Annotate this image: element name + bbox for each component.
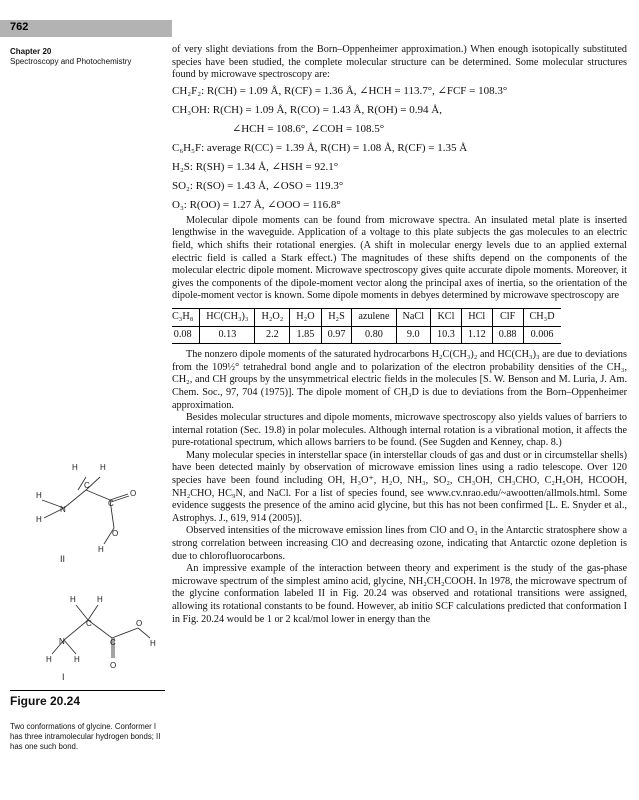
structure-c6h5f: C₆H₅F: average R(CC) = 1.39 Å, R(CH) = 1.08 Å, R(CF) = 1.35 Å (172, 141, 468, 154)
atom-label: C (84, 481, 90, 490)
dipole-molecule: H₂O (290, 308, 321, 326)
conformer-ii-atoms (36, 463, 136, 554)
atom-label: H (98, 545, 104, 554)
atom-label: O (112, 529, 119, 538)
atom-label: C (86, 619, 92, 628)
dipole-value: 1.12 (461, 326, 492, 344)
structure-o3: O₃: R(OO) = 1.27 Å, ∠OOO = 116.8° (172, 198, 341, 211)
main-text-column (172, 44, 627, 626)
dipole-value: 0.13 (200, 326, 255, 344)
dipole-molecule: KCl (431, 308, 462, 326)
dipole-value: 1.85 (290, 326, 321, 344)
page-number: 762 (10, 21, 29, 33)
dipole-value: 0.08 (172, 326, 200, 344)
glycine-paragraph: An impressive example of the interaction between theory and experiment is the study of the gas-phase microwave spectrum of the simplest amino acid, glycine, NH₂CH₂COOH. In 1978, the microwave spectrum of the glycine conformation labeled II in Fig. 20.24 was observed and rotational transitions were assigned, allowing its rotational constants to be found. However, ab initio SCF calculations predicted that conformation I in Fig. 20.24 would be 1 or 2 kcal/mol lower in energy than the (172, 563, 627, 625)
dipole-value: 10.3 (431, 326, 462, 344)
chapter-label: Chapter 20 (10, 47, 52, 56)
conformer-ii-label: II (60, 554, 66, 564)
dipole-value: 0.006 (523, 326, 561, 344)
atom-label: O (110, 661, 117, 670)
structure-ch3oh-angles: ∠HCH = 108.6°, ∠COH = 108.5° (232, 122, 385, 135)
barriers-paragraph: Besides molecular structures and dipole moments, microwave spectroscopy also yields values of barriers to internal rotation (Sec. 19.8) in polar molecules. Although internal rotation is a vibrational motion, it affects the pure-rotational spectrum, which allows barriers to be found. (See Sugden and Kenney, chap. 8.) (172, 412, 627, 449)
atom-label: O (130, 489, 137, 498)
atom-label: H (150, 639, 156, 648)
atom-label: H (72, 463, 78, 472)
dipole-molecule: C₃H₈ (172, 308, 200, 326)
atom-label: H (36, 491, 42, 500)
dipole-molecule: azulene (352, 308, 396, 326)
page-header-bar (0, 0, 639, 42)
atom-label: H (100, 463, 106, 472)
atom-label: N (59, 637, 65, 646)
atom-label: N (60, 505, 66, 514)
dipole-value: 2.2 (255, 326, 290, 344)
dipole-value: 0.80 (352, 326, 396, 344)
ozone-paragraph: Observed intensities of the microwave emission lines from ClO and O₃ in the Antarctic stratosphere show a strong correlation between increasing ClO and decreasing ozone, indicating that Antarctic ozone depletion is due to chlorofluorocarbons. (172, 525, 627, 562)
glycine-figure (0, 440, 172, 690)
figure-title: Figure 20.24 (10, 690, 165, 708)
atom-label: C (110, 638, 116, 647)
atom-label: O (136, 619, 143, 628)
glycine-structures-drawing (0, 440, 172, 690)
dipole-molecule: HCl (461, 308, 492, 326)
dipole-molecule: H₂O₂ (255, 308, 290, 326)
dipole-value: 9.0 (396, 326, 431, 344)
dipole-value: 0.97 (321, 326, 352, 344)
figure-caption-text: Two conformations of glycine. Conformer I has three intramolecular hydrogen bonds; II has one such bond. (10, 722, 161, 751)
conformer-i-label: I (62, 672, 65, 682)
intro-paragraph: of very slight deviations from the Born–Oppenheimer approximation.) When enough isotopically substituted species have been studied, the complete molecular structure can be determined. Some molecular structures found by microwave spectroscopy are: (172, 44, 627, 81)
conformer-i-atoms (46, 595, 156, 670)
dipole-table-values-row (172, 326, 561, 344)
dipole-molecule: HC(CH₃)₃ (200, 308, 255, 326)
atom-label: H (46, 655, 52, 664)
atom-label: H (70, 595, 76, 604)
dipole-table-molecules-row (172, 308, 561, 326)
conformer-i (52, 605, 150, 658)
chapter-title: Spectroscopy and Photochemistry (10, 57, 132, 66)
dipole-molecule: CH₃D (523, 308, 561, 326)
structure-ch3oh: CH₃OH: R(CH) = 1.09 Å, R(CO) = 1.43 Å, R(OH) = 0.94 Å, (172, 103, 442, 116)
atom-label: C (108, 499, 114, 508)
structure-list (172, 82, 627, 215)
dipole-value: 0.88 (492, 326, 523, 344)
atom-label: H (74, 655, 80, 664)
dipole-moment-table (172, 308, 561, 344)
atom-label: H (97, 595, 103, 604)
structure-h2s: H₂S: R(SH) = 1.34 Å, ∠HSH = 92.1° (172, 160, 339, 173)
dipole-molecule: H₂S (321, 308, 352, 326)
dipole-molecule: NaCl (396, 308, 431, 326)
dipole-paragraph: Molecular dipole moments can be found from microwave spectra. An insulated metal plate is inserted lengthwise in the waveguide. Application of a voltage to this plate subjects the gas molecules to an electric field, which shifts their rotational energies. (A shift in molecular energy levels due to an applied external electric field is called a Stark effect.) The magnitudes of these shifts depend on the components of the molecular electric dipole moment. Microwave spectroscopy gives quite accurate dipole moments. Moreover, it gives the components of the dipole-moment vector along the principal axes of inertia, so the orientation of the dipole-moment vector is known. Some dipole moments in debyes determined by microwave spectroscopy are (172, 214, 627, 302)
structure-ch2f2: CH₂F₂: R(CH) = 1.09 Å, R(CF) = 1.36 Å, ∠HCH = 113.7°, ∠FCF = 108.3° (172, 84, 508, 97)
structure-so2: SO₂: R(SO) = 1.43 Å, ∠OSO = 119.3° (172, 179, 344, 192)
interstellar-paragraph: Many molecular species in interstellar space (in interstellar clouds of gas and dust or in circumstellar shells) have been detected mainly by observation of microwave emission lines using a radio telescope. Over 120 species have been found including OH, H₃O⁺, H₂O, NH₃, SO₂, CH₃OH, CH₃CHO, C₂H₅OH, HCOOH, NH₂CHO, HC₉N, and NaCl. For a list of species found, see www.cv.nrao.edu/~awootten/allmols.html. Some evidence suggests the presence of the amino acid glycine, but this has not been confirmed [L. E. Snyder et al., Astrophys. J., 619, 914 (2005)]. (172, 449, 627, 524)
running-head (10, 47, 170, 67)
figure-caption (10, 690, 165, 752)
atom-label: H (36, 515, 42, 524)
dipole-molecule: ClF (492, 308, 523, 326)
nonzero-dipole-paragraph: The nonzero dipole moments of the saturated hydrocarbons H₂C(CH₃)₂ and HC(CH₃)₃ are due to deviations from the 109½° tetrahedral bond angle and to polarization of the electron probability densities of the CH₃, CH₂, and CH groups by the unsymmetrical electric fields in the molecules [S. W. Benson and M. Luria, J. Am. Chem. Soc., 97, 704 (1975)]. The dipole moment of CH₃D is due to deviations from the Born–Oppenheimer approximation. (172, 349, 627, 411)
